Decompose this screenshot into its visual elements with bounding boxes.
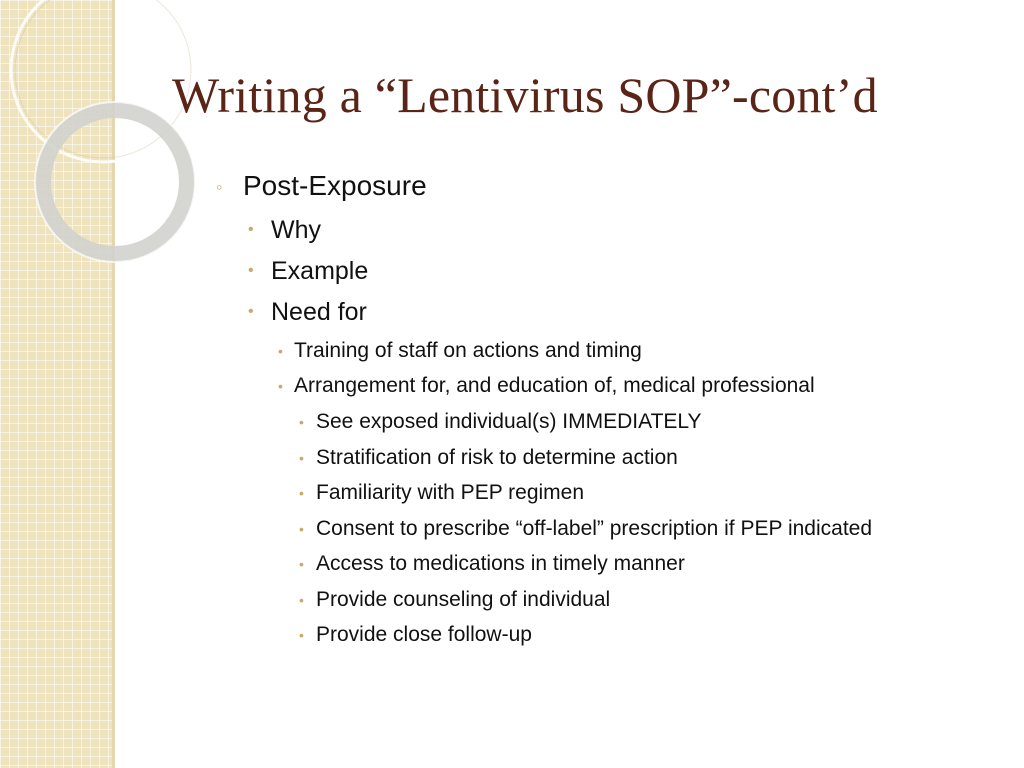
list-item-arrangement: Arrangement for, and education of, medical professional (294, 374, 815, 397)
bullet-marker-level4: • (299, 592, 304, 608)
bullet-marker-level2: • (248, 221, 254, 238)
bullet-marker-level4: • (299, 450, 304, 466)
list-item-see-exposed: See exposed individual(s) IMMEDIATELY (316, 410, 702, 433)
list-item-counseling: Provide counseling of individual (316, 588, 611, 611)
bullet-marker-level4: • (299, 414, 304, 430)
bullet-marker-level4: • (299, 556, 304, 572)
bullet-marker-level4: • (299, 485, 304, 501)
bullet-marker-level4: • (299, 627, 304, 643)
bullet-marker-level3: • (278, 378, 283, 394)
list-item-post-exposure: Post-Exposure (243, 170, 427, 201)
list-item-consent: Consent to prescribe “off-label” prescription if PEP indicated (316, 517, 873, 540)
list-item-why: Why (271, 216, 321, 244)
list-item-stratification: Stratification of risk to determine action (316, 446, 678, 469)
bullet-marker-level3: • (278, 343, 283, 359)
list-item-example: Example (271, 257, 369, 285)
list-item-training: Training of staff on actions and timing (294, 339, 642, 362)
list-item-need-for: Need for (271, 298, 367, 326)
list-item-follow-up: Provide close follow-up (316, 623, 532, 646)
bullet-marker-level2: • (248, 303, 254, 320)
bullet-marker-level1: ◦ (216, 177, 223, 197)
bullet-marker-level2: • (248, 262, 254, 279)
list-item-familiarity: Familiarity with PEP regimen (316, 481, 585, 504)
bullet-marker-level4: • (299, 521, 304, 537)
slide-title: Writing a “Lentivirus SOP”-cont’d (172, 67, 878, 123)
list-item-access: Access to medications in timely manner (316, 552, 685, 575)
